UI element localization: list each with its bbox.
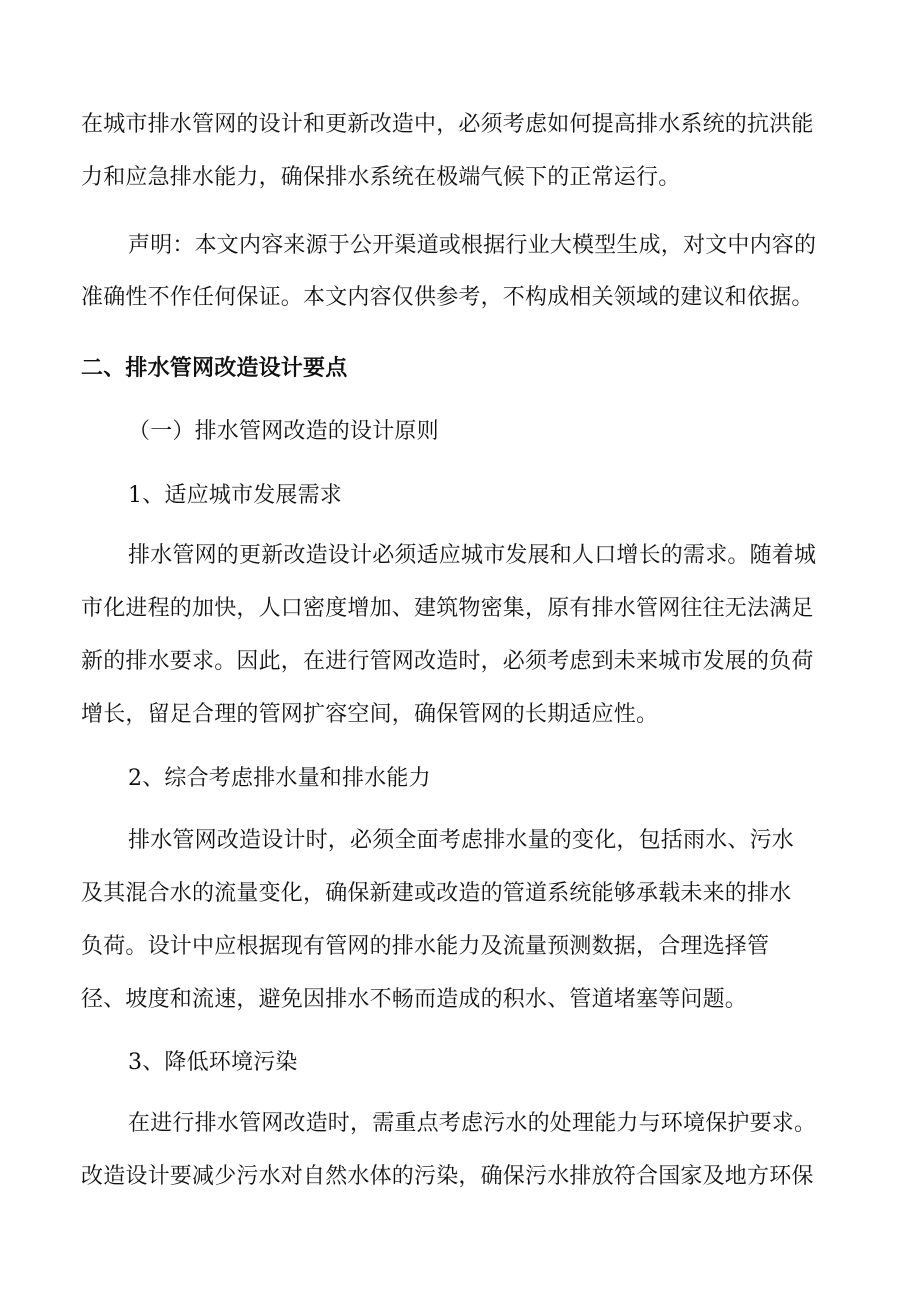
section-title: 二、排水管网改造设计要点 (81, 355, 348, 381)
disclaimer-line-1: 声明：本文内容来源于公开渠道或根据行业大模型生成，对文中内容的 (128, 233, 817, 258)
item-2-line-3: 负荷。设计中应根据现有管网的排水能力及流量预测数据，合理选择管 (81, 934, 770, 959)
disclaimer-line-2: 准确性不作任何保证。本文内容仅供参考，不构成相关领域的建议和依据。 (81, 285, 814, 310)
intro-line-1: 在城市排水管网的设计和更新改造中，必须考虑如何提高排水系统的抗洪能 (81, 112, 814, 137)
item-1-line-1: 排水管网的更新改造设计必须适应城市发展和人口增长的需求。随着城 (128, 543, 817, 568)
item-2-line-4: 径、坡度和流速，避免因排水不畅而造成的积水、管道堵塞等问题。 (81, 987, 748, 1012)
item-1-line-4: 增长，留足合理的管网扩容空间，确保管网的长期适应性。 (81, 702, 659, 727)
item-1-line-3: 新的排水要求。因此，在进行管网改造时，必须考虑到未来城市发展的负荷 (81, 649, 814, 674)
item-2-line-2: 及其混合水的流量变化，确保新建或改造的管道系统能够承载未来的排水 (81, 881, 792, 906)
item-3-line-1: 在进行排水管网改造时，需重点考虑污水的处理能力与环境保护要求。 (128, 1111, 817, 1136)
item-3-line-2: 改造设计要减少污水对自然水体的污染，确保污水排放符合国家及地方环保 (81, 1164, 814, 1189)
subsection-title: （一）排水管网改造的设计原则 (128, 419, 439, 444)
item-3-title: 3、降低环境污染 (128, 1050, 298, 1075)
intro-line-2: 力和应急排水能力，确保排水系统在极端气候下的正常运行。 (81, 165, 681, 190)
item-1-line-2: 市化进程的加快，人口密度增加、建筑物密集，原有排水管网往往无法满足 (81, 596, 814, 621)
item-2-line-1: 排水管网改造设计时，必须全面考虑排水量的变化，包括雨水、污水 (128, 828, 795, 853)
item-1-title: 1、适应城市发展需求 (128, 483, 342, 508)
item-2-title: 2、综合考虑排水量和排水能力 (128, 766, 431, 791)
